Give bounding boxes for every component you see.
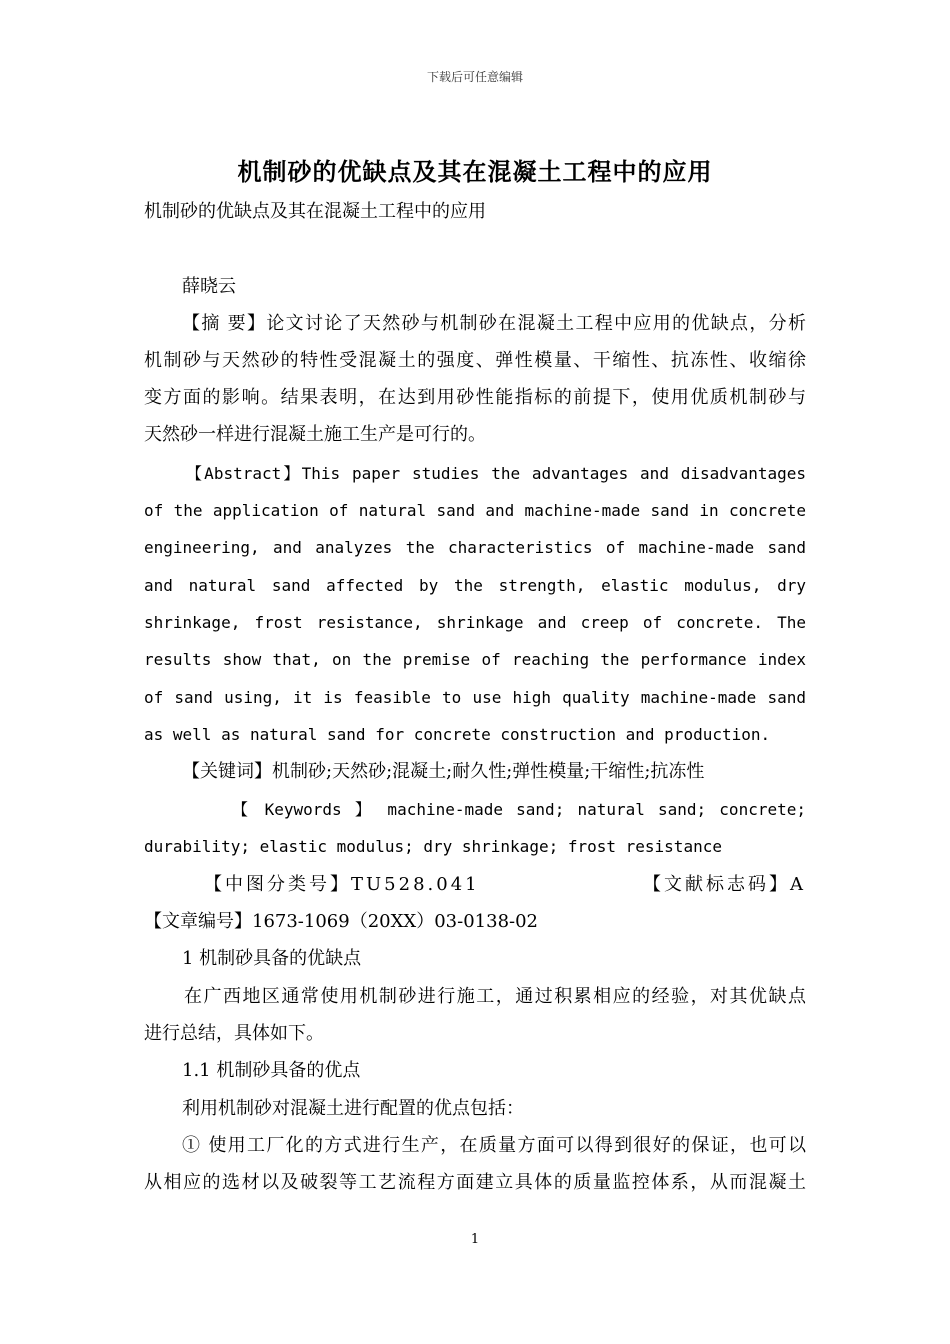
keywords-en-line: 【 Keywords 】 machine-made sand; natural sand; concrete; <box>232 800 806 819</box>
keywords-cn: 【关键词】机制砂;天然砂;混凝土;耐久性;弹性模量;干缩性;抗冻性 <box>182 761 705 782</box>
abstract-en-line: 【Abstract】This paper studies the advantages and disadvantages <box>186 464 806 483</box>
paragraph-line: ① 使用工厂化的方式进行生产，在质量方面可以得到很好的保证，也可以 <box>182 1135 806 1156</box>
author-name: 薛晓云 <box>182 276 236 297</box>
article-number: 【文章编号】1673-1069（20XX）03-0138-02 <box>144 911 539 932</box>
keywords-en-line: durability; elastic modulus; dry shrinkage; frost resistance <box>144 837 722 856</box>
abstract-en-line: engineering, and analyzes the characteristics of machine-made sand <box>144 538 806 557</box>
abstract-en-line: and natural sand affected by the strength, elastic modulus, dry <box>144 576 806 595</box>
paragraph-line: 进行总结，具体如下。 <box>144 1023 324 1044</box>
abstract-cn-line: 变方面的影响。结果表明，在达到用砂性能指标的前提下，使用优质机制砂与 <box>144 387 806 408</box>
abstract-en-line: results show that, on the premise of reaching the performance index <box>144 650 806 669</box>
page-header-note: 下载后可任意编辑 <box>426 70 523 84</box>
clc-number: 【中图分类号】TU528.041 <box>204 874 480 895</box>
document-title: 机制砂的优缺点及其在混凝土工程中的应用 <box>237 158 713 186</box>
subsection-heading: 1.1 机制砂具备的优点 <box>182 1060 361 1081</box>
abstract-cn-line: 机制砂与天然砂的特性受混凝土的强度、弹性模量、干缩性、抗冻性、收缩徐 <box>144 350 806 371</box>
abstract-cn-line: 天然砂一样进行混凝土施工生产是可行的。 <box>144 424 486 445</box>
abstract-en-line: of sand using, it is feasible to use high quality machine-made sand <box>144 688 806 707</box>
paragraph-line: 从相应的选材以及破裂等工艺流程方面建立具体的质量监控体系，从而混凝土 <box>144 1172 806 1193</box>
abstract-en-line: as well as natural sand for concrete construction and production. <box>144 725 771 744</box>
paragraph-line: 利用机制砂对混凝土进行配置的优点包括： <box>182 1098 524 1119</box>
paragraph-line: 在广西地区通常使用机制砂进行施工，通过积累相应的经验，对其优缺点 <box>184 986 806 1007</box>
document-subtitle: 机制砂的优缺点及其在混凝土工程中的应用 <box>144 201 486 222</box>
section-heading: 1 机制砂具备的优缺点 <box>182 948 362 969</box>
abstract-cn-line: 【摘 要】论文讨论了天然砂与机制砂在混凝土工程中应用的优缺点，分析 <box>182 313 806 334</box>
document-code: 【文献标志码】A <box>643 874 806 895</box>
abstract-en-line: of the application of natural sand and machine-made sand in concrete <box>144 501 806 520</box>
page-number: 1 <box>470 1232 480 1247</box>
abstract-en-line: shrinkage, frost resistance, shrinkage and creep of concrete. The <box>144 613 806 632</box>
